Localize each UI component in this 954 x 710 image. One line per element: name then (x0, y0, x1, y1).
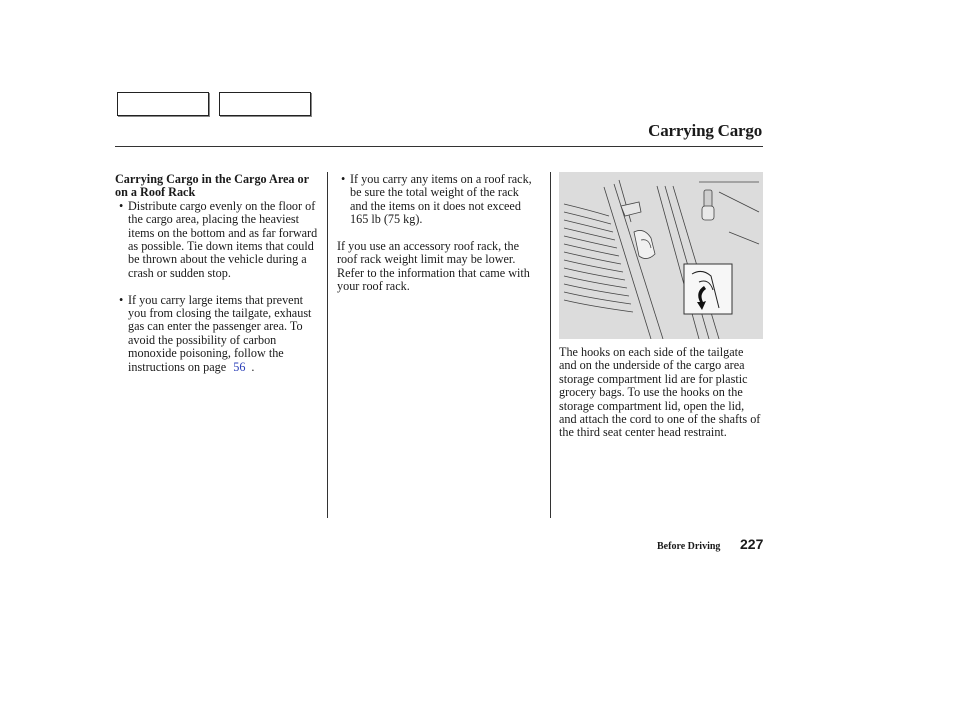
page-number: 227 (740, 536, 764, 552)
footer-section-label: Before Driving (657, 541, 721, 552)
title-rule (115, 146, 763, 147)
bullet-distribute-cargo: • Distribute cargo evenly on the floor of the cargo area, placing the heaviest items on the bottom and as far forward as possible. Tie down items that could be thrown about the vehicle during a crash or sudden stop. (115, 200, 323, 280)
column-3 (559, 346, 763, 440)
column-divider-2 (550, 172, 551, 518)
nav-button-contents[interactable] (117, 92, 209, 116)
nav-button-index[interactable] (219, 92, 311, 116)
column-1 (115, 173, 323, 374)
bullet-large-items (115, 294, 323, 374)
column-2 (337, 173, 537, 294)
bullet-large-items-end: . (251, 359, 255, 374)
accessory-roof-rack-paragraph: If you use an accessory roof rack, the roof rack weight limit may be lower. Refer to the information that came with your roof rack. (337, 239, 530, 294)
section-subheading: Carrying Cargo in the Cargo Area or on a Roof Rack (115, 172, 309, 200)
page-title: Carrying Cargo (648, 121, 762, 140)
column-divider-1 (327, 172, 328, 518)
bullet-roof-rack: • If you carry any items on a roof rack, be sure the total weight of the rack and the items on it does not exceed 165 lb (75 kg). (337, 173, 537, 227)
grocery-hooks-paragraph: The hooks on each side of the tailgate and on the underside of the cargo area storage compartment lid are for plastic grocery bags. To use the hooks on the storage compartment lid, open the lid, and attach the cord to one of the shafts of the third seat center head restraint. (559, 345, 761, 440)
page-56-link[interactable]: 56 (233, 359, 246, 374)
cargo-hook-illustration (559, 172, 763, 339)
bullet-large-items-text: If you carry large items that prevent you from closing the tailgate, exhaust gas can enter the passenger area. To avoid the possibility of carbon monoxide poisoning, follow the instructions on page (128, 292, 312, 374)
